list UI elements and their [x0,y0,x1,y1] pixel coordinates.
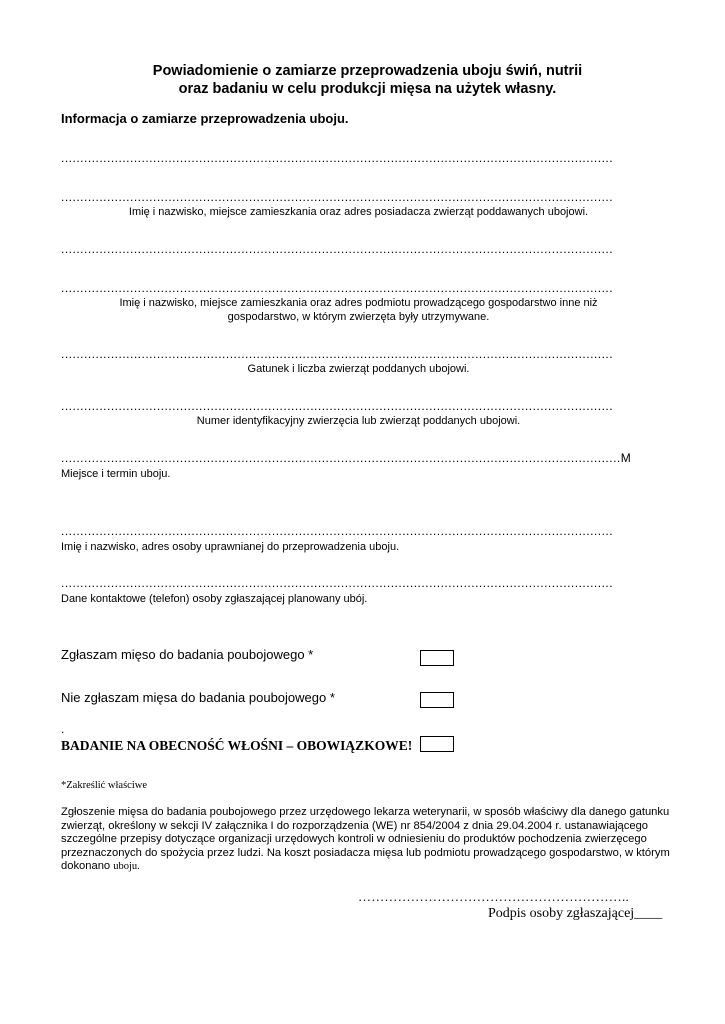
footnote: *Zakreślić właściwe [61,780,148,791]
trichina-label: BADANIE NA OBECNOŚĆ WŁOŚNI – OBOWIĄZKOWE! [61,738,413,753]
caption-entity-line1: Imię i nazwisko, miejsce zamieszkania oraz adres podmiotu prowadzącego gospodarstwo inne niż [119,297,598,309]
signature-line[interactable]: …………………………………………………….. [358,889,629,904]
caption-species: Gatunek i liczba zwierząt poddanych ubojowi. [247,363,470,375]
section-heading: Informacja o zamiarze przeprowadzenia uboju. [61,111,349,126]
option-not-submit-checkbox[interactable] [420,692,454,708]
fill-line-id-number[interactable]: ................................................................................................................................................ [61,399,614,413]
signature-label: Podpis osoby zgłaszającej____ [488,906,663,921]
fill-line-entity-1[interactable]: ................................................................................................................................................ [61,242,614,256]
option-submit-label: Zgłaszam mięso do badania poubojowego * [61,647,314,662]
fill-line-authorized[interactable]: ................................................................................................................................................ [61,524,614,538]
fill-line-contact[interactable]: ................................................................................................................................................ [61,576,614,590]
fill-line-holder-2[interactable]: ................................................................................................................................................ [61,190,614,204]
caption-authorized: Imię i nazwisko, adres osoby uprawnianej do przeprowadzenia uboju. [61,541,400,553]
fill-line-entity-2[interactable]: ................................................................................................................................................ [61,281,614,295]
trichina-checkbox[interactable] [420,736,454,752]
document-title-line2: oraz badaniu w celu produkcji mięsa na użytek własny. [178,81,557,97]
caption-id-number: Numer identyfikacyjny zwierzęcia lub zwierząt poddanych ubojowi. [196,415,521,427]
caption-holder: Imię i nazwisko, miejsce zamieszkania oraz adres posiadacza zwierząt poddawanych ubojowi. [128,206,589,218]
caption-contact: Dane kontaktowe (telefon) osoby zgłaszającej planowany ubój. [61,593,368,605]
fill-line-holder-1[interactable]: ................................................................................................................................................ [61,151,614,165]
document-title-line1: Powiadomienie o zamiarze przeprowadzenia uboju świń, nutrii [152,63,583,79]
legal-paragraph-tail: uboju. [113,861,140,872]
fill-line-place-time[interactable]: ..................................................................................................................................................M [61,451,632,465]
fill-line-species[interactable]: ................................................................................................................................................ [61,347,614,361]
option-not-submit-label: Nie zgłaszam mięsa do badania poubojowego * [61,690,335,705]
legal-paragraph [61,806,671,874]
caption-entity-line2: gospodarstwo, w którym zwierzęta były utrzymywane. [227,311,490,323]
legal-paragraph-text: Zgłoszenie mięsa do badania poubojowego przez urzędowego lekarza weterynarii, w sposób właściwy dla danego gatunku zwierząt, określony w sekcji IV załącznika I do rozporządzenia (WE) nr 854/2004 z dnia 29.04.2004 r. ustanawiającego szczególne przepisy dotyczące organizacji urzędowych kontroli w odniesieniu do produktów pochodzenia zwierzęcego przeznaczonych do spożycia przez ludzi. Na koszt posiadacza mięsa lub podmiotu prowadzącego gospodarstwo, w którym dokonano [61,806,670,872]
caption-place-time: Miejsce i termin uboju. [61,468,171,480]
option-submit-checkbox[interactable] [420,650,454,666]
stray-dot: . [61,722,65,736]
